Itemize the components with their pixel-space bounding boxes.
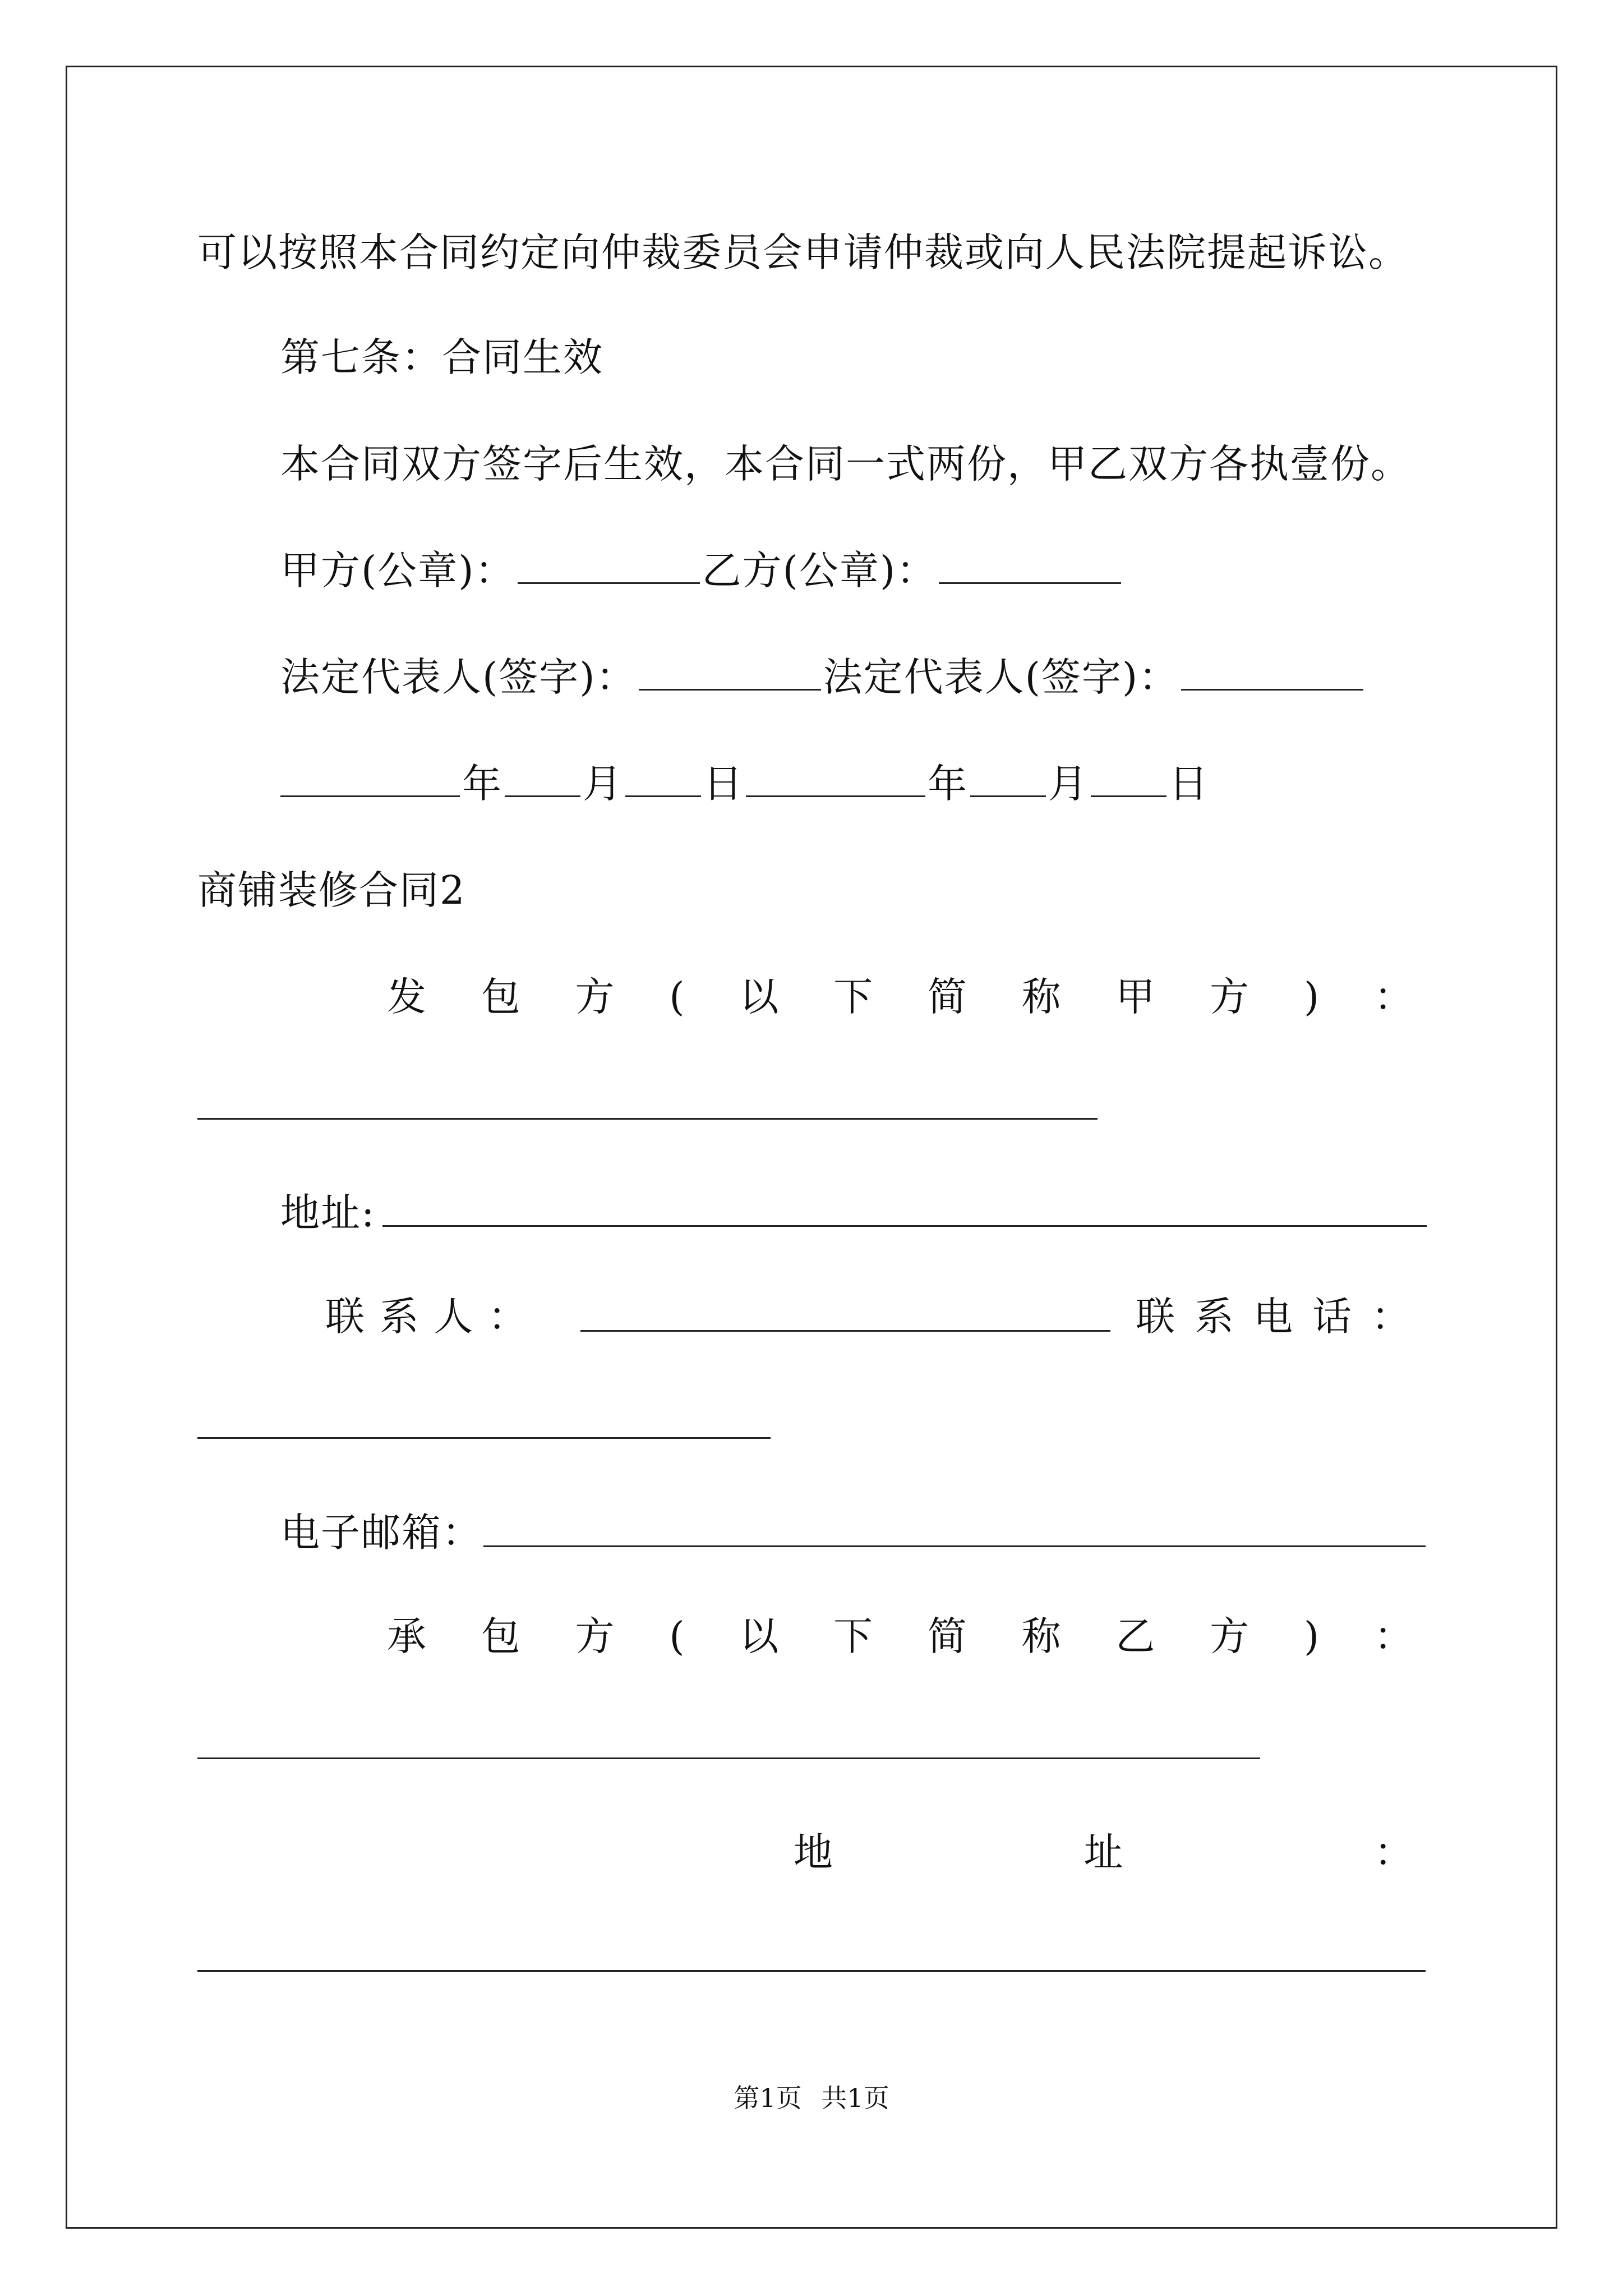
page-number: 第1页 [734, 2083, 802, 2113]
email-line [280, 1507, 482, 1558]
email-blank[interactable] [483, 1545, 1426, 1547]
contact-phone-char: 系 [1195, 1294, 1234, 1340]
employer-char: 以 [739, 974, 779, 1020]
email-label: 电子邮箱： [280, 1510, 482, 1556]
contractor-char: ) [1303, 1613, 1320, 1659]
contact-person-char: 联 [325, 1294, 365, 1340]
contractor-address-char: ： [1374, 1829, 1413, 1875]
employer-char: 简 [927, 974, 967, 1020]
contact-phone-label [1136, 1291, 1410, 1342]
date-a-day-blank[interactable] [625, 761, 701, 797]
seal-party-b-label: 乙方(公章)： [702, 547, 937, 593]
contractor-char: 下 [833, 1613, 873, 1659]
contractor-address-blank[interactable] [197, 1970, 1426, 1972]
date-a-year-blank[interactable] [280, 761, 460, 797]
employer-name-blank[interactable] [197, 1118, 1098, 1120]
rep-party-b-label: 法定代表人(签字)： [823, 654, 1179, 700]
contractor-name-blank[interactable] [197, 1757, 1260, 1759]
contact-person-char: ： [487, 1294, 527, 1340]
date-a-day-label: 日 [703, 761, 744, 807]
seal-line [280, 545, 1123, 596]
contractor-address-char: 址 [1083, 1829, 1123, 1875]
seal-party-a-label: 甲方(公章)： [280, 547, 515, 593]
paragraph-arbitration: 可以按照本合同约定向仲裁委员会申请仲裁或向人民法院提起诉讼。 [197, 229, 1409, 275]
employer-char: 称 [1021, 974, 1061, 1020]
contact-person-char: 系 [379, 1294, 419, 1340]
employer-char: 方 [575, 974, 615, 1020]
employer-char: 甲 [1115, 974, 1155, 1020]
contractor-char: 方 [575, 1613, 615, 1659]
contact-phone-char: 话 [1312, 1294, 1352, 1340]
date-a-month-blank[interactable] [505, 761, 580, 797]
rep-party-a-label: 法定代表人(签字)： [280, 654, 637, 700]
date-b-day-blank[interactable] [1091, 761, 1166, 797]
article-7-text: 本合同双方签字后生效，本合同一式两份，甲乙双方各执壹份。 [280, 441, 1411, 487]
date-b-month-blank[interactable] [970, 761, 1046, 797]
date-a-month-label: 月 [583, 761, 623, 807]
seal-party-b-blank[interactable] [939, 547, 1121, 584]
employer-char: 发 [387, 974, 426, 1020]
contractor-char: ( [669, 1613, 685, 1659]
page-total: 共1页 [821, 2083, 889, 2113]
employer-address-blank[interactable] [382, 1225, 1427, 1227]
date-b-month-label: 月 [1048, 761, 1089, 807]
date-line [278, 758, 1209, 809]
rep-party-a-blank[interactable] [639, 654, 821, 691]
contact-person-label [325, 1291, 527, 1342]
contact-person-char: 人 [434, 1294, 473, 1340]
employer-char: 下 [833, 974, 873, 1020]
contractor-address-char: 地 [794, 1829, 833, 1875]
contact-person-blank[interactable] [580, 1330, 1110, 1332]
date-a-year-label: 年 [462, 761, 502, 807]
contractor-char: ： [1373, 1613, 1413, 1659]
contractor-char: 称 [1021, 1613, 1061, 1659]
contact-phone-char: 联 [1136, 1294, 1175, 1340]
contractor-char: 乙 [1115, 1613, 1155, 1659]
article-7-heading: 第七条：合同生效 [280, 334, 603, 380]
employer-address-label: 地址: [280, 1190, 376, 1236]
employer-char: 包 [481, 974, 520, 1020]
employer-char: ( [669, 974, 685, 1020]
contact-phone-blank[interactable] [197, 1437, 771, 1439]
employer-label-line [387, 972, 1413, 1022]
contractor-char: 以 [739, 1613, 779, 1659]
contractor-label-line [387, 1611, 1413, 1662]
contractor-char: 承 [387, 1613, 426, 1659]
contractor-address-label-line [794, 1827, 1413, 1878]
representative-line [280, 652, 1366, 702]
contractor-char: 方 [1210, 1613, 1249, 1659]
contractor-char: 包 [481, 1613, 520, 1659]
date-b-day-label: 日 [1169, 761, 1209, 807]
page-border [66, 66, 1557, 2229]
contact-phone-char: ： [1371, 1294, 1410, 1340]
page-footer [0, 2081, 1623, 2115]
contact-phone-char: 电 [1253, 1294, 1293, 1340]
contractor-char: 简 [927, 1613, 967, 1659]
rep-party-b-blank[interactable] [1181, 654, 1363, 691]
employer-char: ： [1373, 974, 1413, 1020]
employer-char: 方 [1210, 974, 1249, 1020]
date-b-year-blank[interactable] [746, 761, 925, 797]
employer-char: ) [1303, 974, 1320, 1020]
seal-party-a-blank[interactable] [518, 547, 700, 584]
employer-address-line [280, 1188, 376, 1238]
date-b-year-label: 年 [928, 761, 968, 807]
contract-2-title: 商铺装修合同2 [197, 867, 466, 913]
